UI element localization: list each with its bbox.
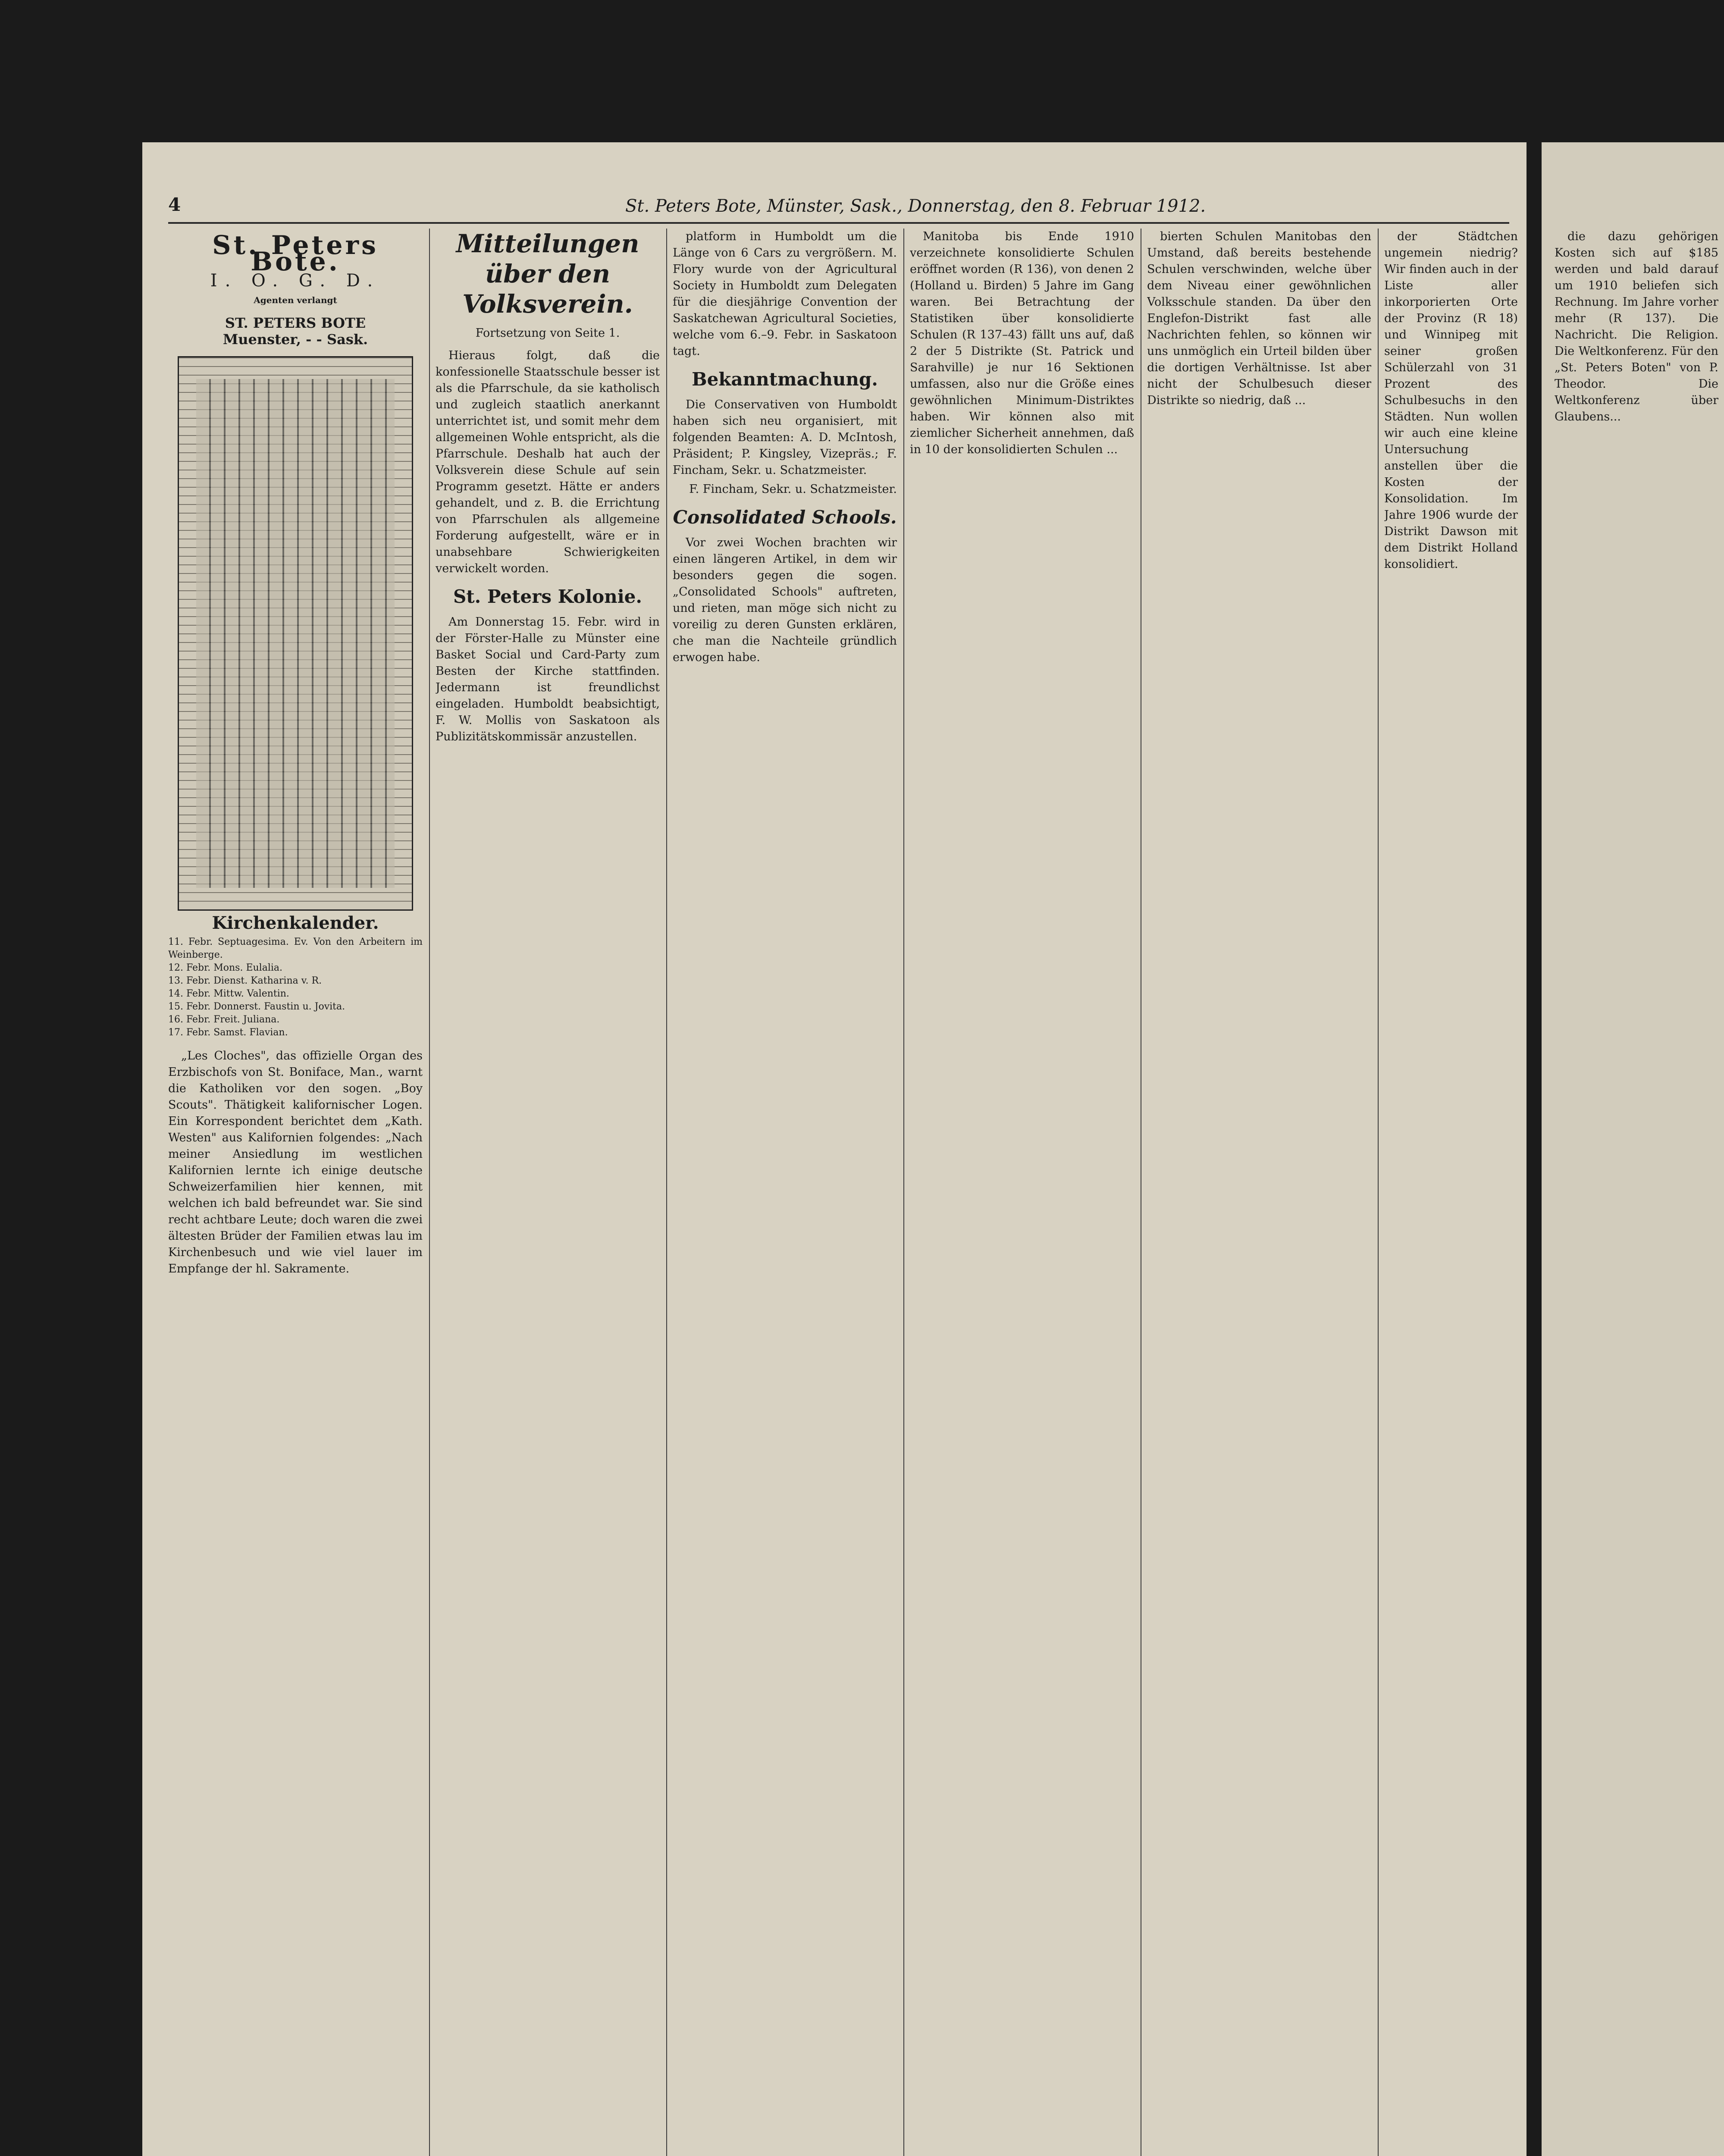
publisher-block: ST. PETERS BOTE: [225, 315, 366, 331]
column-rule: [666, 229, 667, 2156]
notice-body: Die Conservativen von Humboldt haben sich neu organisiert, mit folgenden Beamten: A. D. McIntosh, Präsident; P. Kingsley, Vizepräs.; F. Fincham, Sekr. u. Schatzmeister.: [673, 398, 897, 477]
kirchenkalender-heading: Kirchenkalender.: [212, 913, 379, 933]
page-number: 4: [168, 194, 181, 215]
article-text: „Les Cloches", das offizielle Organ des Erzbischofs von St. Boniface, Man., warnt die Katholiken vor den sogen. „Boy Scouts". Thätigkeit kalifornischer Logen. Ein Korrespondent berichtet dem „Kath. Westen" aus Kalifornien folgendes: „Nach meiner Ansiedlung im westlichen Kalifornien lernte ich einige deutsche Schweizerfamilien hier kennen, mit welchen ich bald befreundet war. Sie sind recht achtbare Leute; doch waren die zwei ältesten Brüder der Familien etwas lau im Kirchenbesuch und wie viel lauer im Empfange der hl. Sakramente.: [168, 1049, 423, 1275]
section-heading: St. Peters Kolonie.: [453, 586, 643, 607]
masthead-title: St. Peters Bote.: [212, 230, 379, 277]
newspaper-page: [142, 142, 1527, 2156]
publisher-place: Muenster, - - Sask.: [223, 331, 368, 348]
calendar-entry: 14. Febr. Mittw. Valentin.: [168, 988, 289, 999]
column-rule: [1378, 229, 1379, 2156]
article-body: Manitoba bis Ende 1910 verzeichnete konsolidierte Schulen eröffnet worden (R 136), von denen 2 (Holland u. Birden) 5 Jahre im Gang waren. Bei Betrachtung der Statistiken über konsolidierte Schulen (R 137–43) fällt uns auf, daß 2 der 5 Distrikte (St. Patrick und Sarahville) je nur 16 Sektionen umfassen, also nur die Größe eines gewöhnlichen Minimum-Distriktes haben. Wir können also mit ziemlicher Sicherheit annehmen, daß in 10 der konsolidierten Schulen ...: [910, 230, 1134, 456]
column-3: [673, 229, 897, 2156]
adjacent-column: [1555, 229, 1718, 2156]
masthead: [168, 230, 423, 348]
calendar-entry: 12. Febr. Mons. Eulalia.: [168, 962, 283, 973]
notice-signature: F. Fincham, Sekr. u. Schatzmeister.: [689, 483, 897, 496]
calendar-entry: 15. Febr. Donnerst. Faustin u. Jovita.: [168, 1001, 345, 1012]
calendar-entry: 13. Febr. Dienst. Katharina v. R.: [168, 975, 322, 986]
column-4: [910, 229, 1134, 2156]
column-2: [436, 229, 660, 2156]
agents-heading: Agenten verlangt: [254, 295, 337, 305]
column-1: [168, 229, 423, 2156]
adjacent-text: die dazu gehörigen Kosten sich auf $185 werden und bald darauf um 1910 beliefen sich Rechnung. Im Jahre vorher mehr (R 137). Die Nachricht. Die Religion. Die Weltkonferenz. Für den „St. Peters Boten" von P. Theodor. Die Weltkonferenz über Glaubens...: [1555, 230, 1718, 423]
section-body: Vor zwei Wochen brachten wir einen längeren Artikel, in dem wir besonders gegen die sogen. „Consolidated Schools" auftreten, und rieten, man möge sich nicht zu voreilig zu deren Gunsten erklären, che man die Nachteile gründlich erwogen habe.: [673, 536, 897, 664]
header-rule: [168, 222, 1509, 224]
column-5: [1147, 229, 1371, 2156]
calendar-graphic: [178, 356, 413, 911]
column-6: [1384, 229, 1518, 2156]
article-body: Hieraus folgt, daß die konfessionelle Staatsschule besser ist als die Pfarrschule, da sie katholisch und zugleich staatlich anerkannt unterrichtet ist, und somit mehr dem allgemeinen Wohle entspricht, als die Pfarrschule. Deshalb hat auch der Volksverein diese Schule auf sein Programm gesetzt. Hätte er anders gehandelt, und z. B. die Errichtung von Pfarrschulen als allgemeine Forderung aufgestellt, wäre er in unabsehbare Schwierigkeiten verwickelt worden.: [436, 349, 660, 575]
column-rule: [429, 229, 430, 2156]
section-heading: Consolidated Schools.: [673, 507, 897, 528]
masthead-subtitle: I. O. G. D.: [210, 271, 381, 291]
calendar-entry: 16. Febr. Freit. Juliana.: [168, 1014, 280, 1025]
article-body: der Städtchen ungemein niedrig? Wir finden auch in der Liste aller inkorporierten Orte der Provinz (R 18) und Winnipeg mit seiner großen Schülerzahl von 31 Prozent des Schulbesuchs in den Städten. Nun wollen wir auch eine kleine Untersuchung anstellen über die Kosten der Konsolidation. Im Jahre 1906 wurde der Distrikt Dawson mit dem Distrikt Holland konsolidiert.: [1384, 230, 1518, 571]
calendar-entries: [168, 936, 423, 1039]
article-body: bierten Schulen Manitobas den Umstand, daß bereits bestehende Schulen verschwinden, welche über dem Niveau einer gewöhnlichen Volksschule standen. Da über den Englefon-Distrikt fast alle Nachrichten fehlen, so können wir uns unmöglich ein Urteil bilden über die dortigen Verhältnisse. Ist aber nicht der Schulbesuch dieser Distrikte so niedrig, daß ...: [1147, 230, 1371, 407]
adjacent-page-edge: [1542, 142, 1724, 2156]
calendar-entry: 17. Febr. Samst. Flavian.: [168, 1027, 288, 1038]
calendar-entry: 11. Febr. Septuagesima. Ev. Von den Arbeitern im Weinberge.: [168, 937, 423, 960]
article-body: platform in Humboldt um die Länge von 6 Cars zu vergrößern. M. Flory wurde von der Agricultural Society in Humboldt zum Delegaten für die diesjährige Convention der Saskatchewan Agricultural Societies, welche vom 6.–9. Febr. in Saskatoon tagt.: [673, 230, 897, 358]
section-body: Am Donnerstag 15. Febr. wird in der Förster-Halle zu Münster eine Basket Social und Card-Party zum Besten der Kirche stattfinden. Jedermann ist freundlichst eingeladen. Humboldt beabsichtigt, F. W. Mollis von Saskatoon als Publizitätskommissär anzustellen.: [436, 615, 660, 743]
article-title: Mitteilungen über den Volksverein.: [456, 229, 639, 319]
running-head: St. Peters Bote, Münster, Sask., Donnerstag, den 8. Februar 1912.: [625, 196, 1206, 216]
continuation-note: Fortsetzung von Seite 1.: [475, 326, 620, 340]
column-rule: [903, 229, 904, 2156]
notice-heading: Bekanntmachung.: [692, 369, 878, 390]
